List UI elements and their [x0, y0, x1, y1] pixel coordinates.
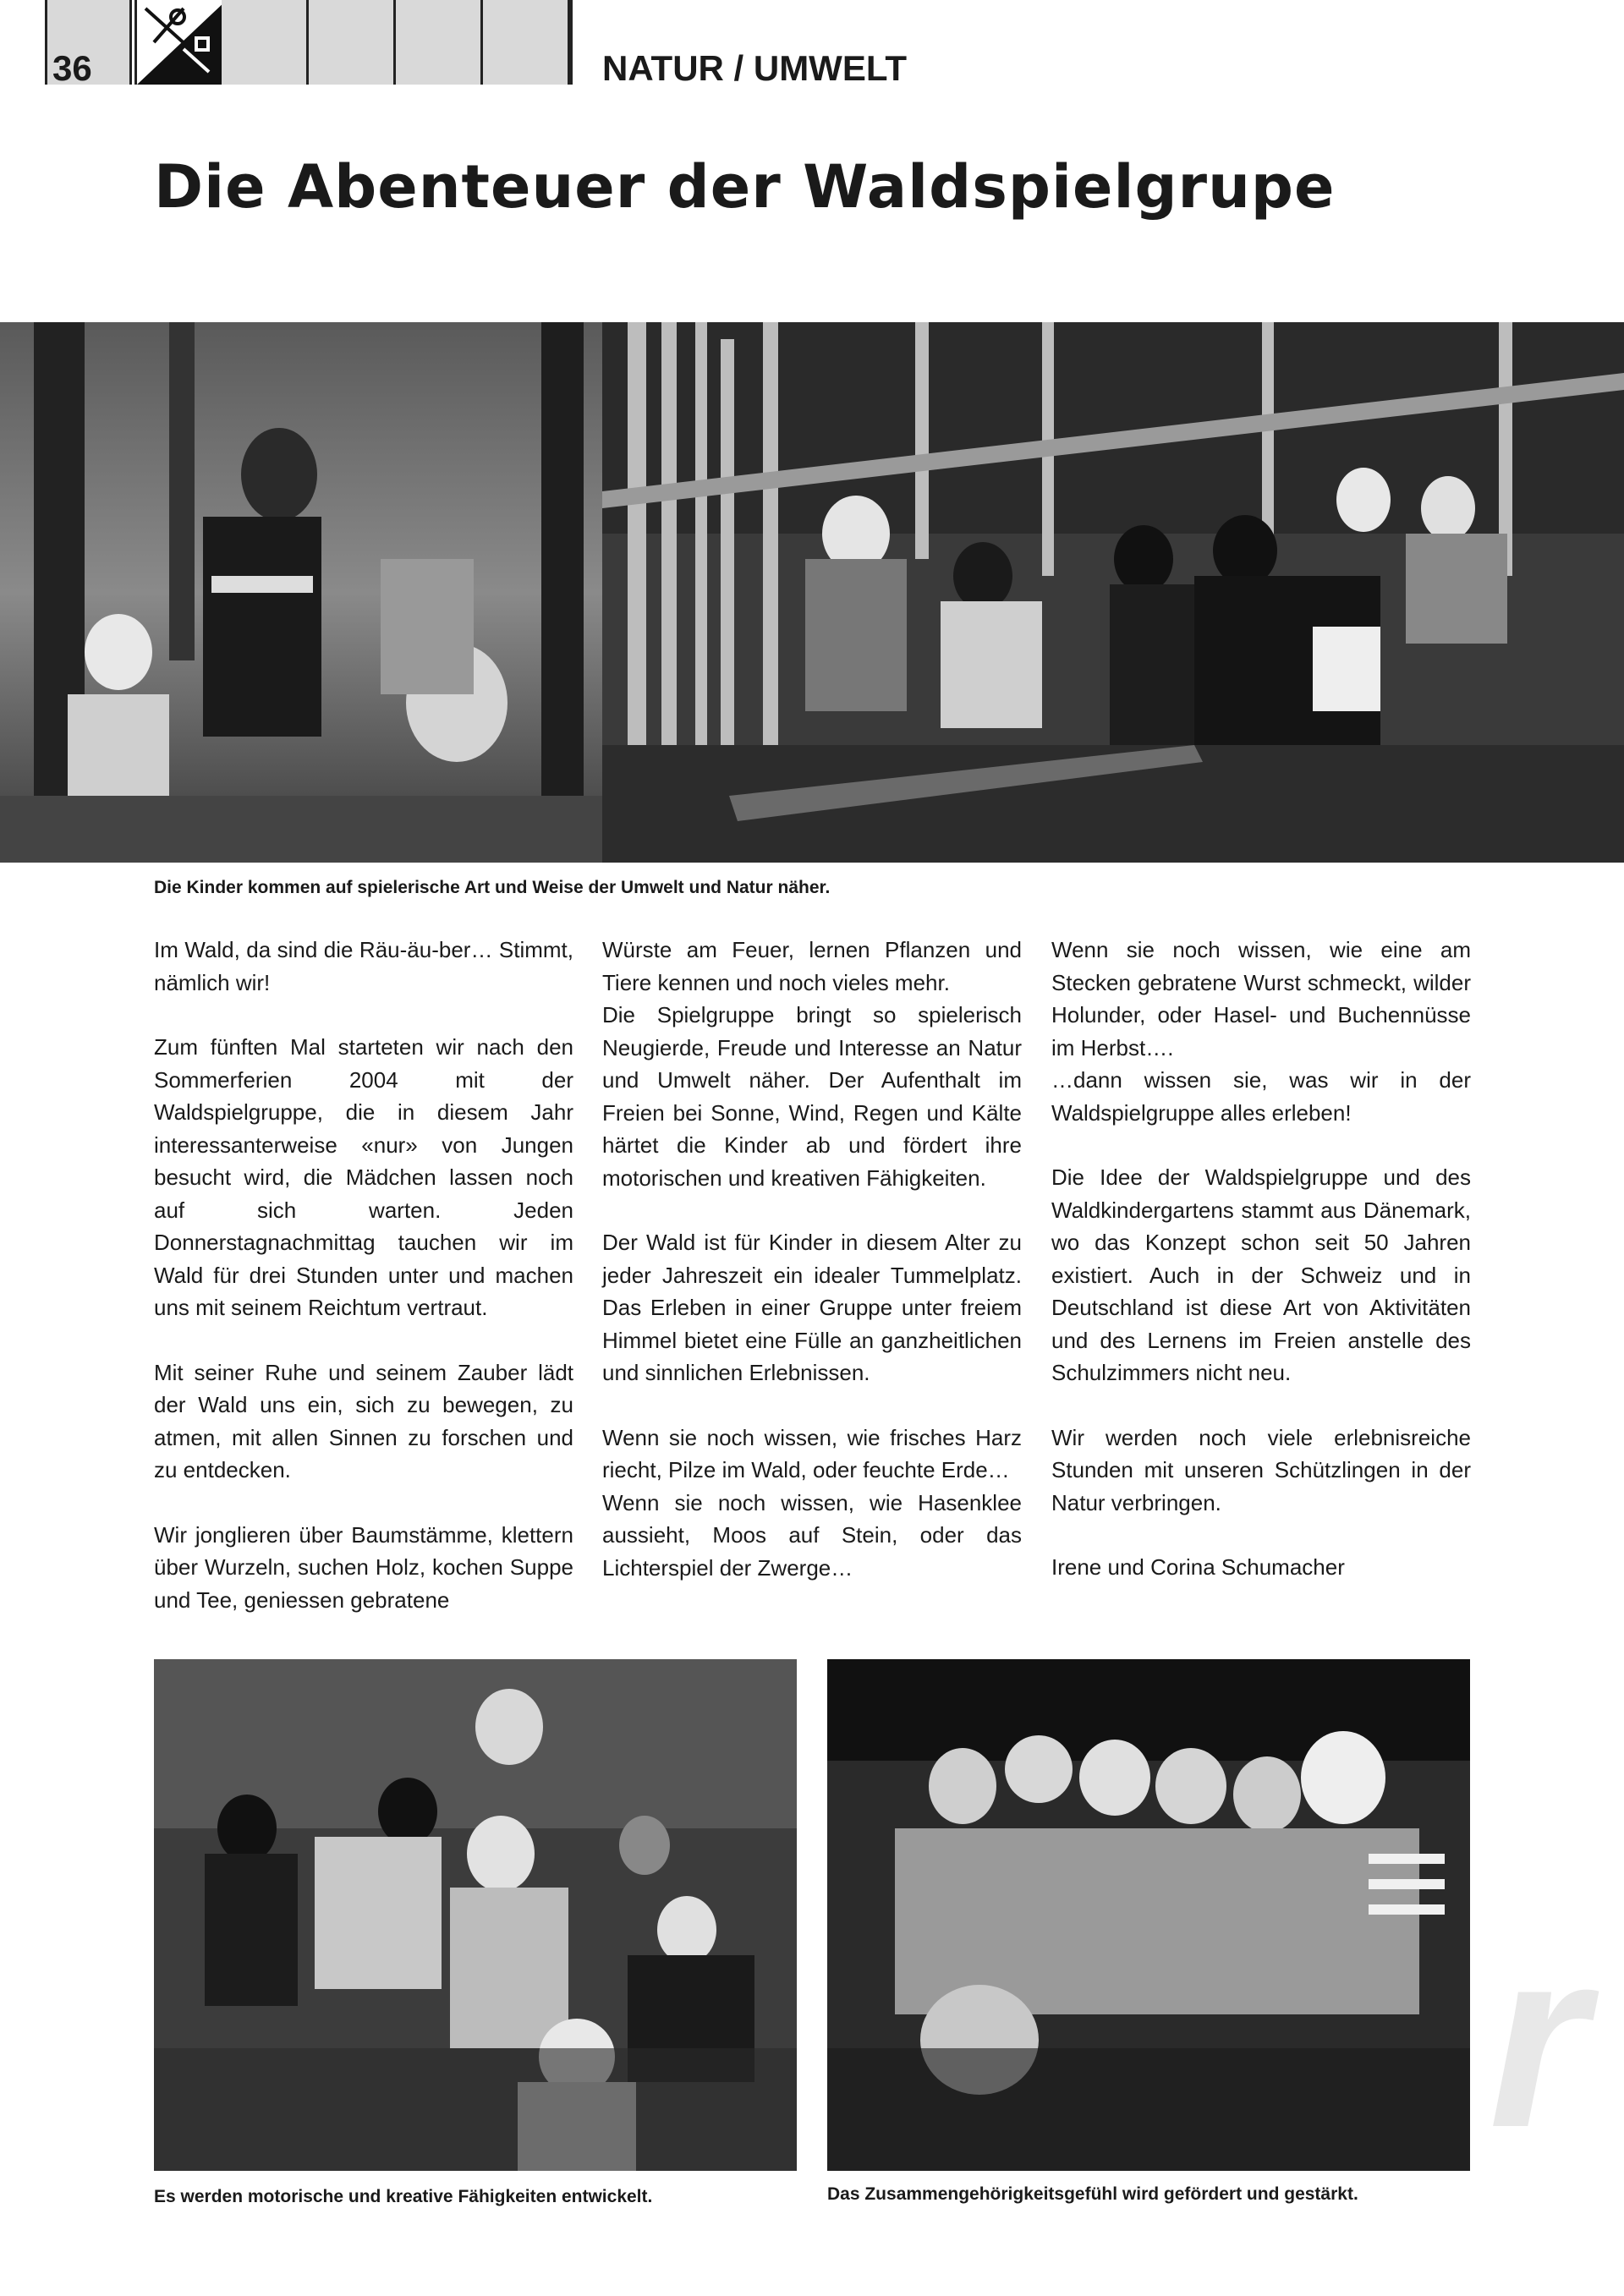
text-column-3	[1051, 934, 1471, 1616]
paragraph: Wenn sie noch wissen, wie eine am Stecken gebratene Wurst schmeckt, wilder Holunder, oder Hasel- und Buchennüsse im Herbst….	[1051, 937, 1471, 1060]
photo-group-sitting	[154, 1659, 797, 2171]
caption-bottom-right: Das Zusammengehörigkeitsgefühl wird gefördert und gestärkt.	[827, 2184, 1358, 2204]
paragraph: …dann wissen sie, was wir in der Waldspielgruppe alles erleben!	[1051, 1067, 1471, 1126]
section-title: NATUR / UMWELT	[602, 48, 908, 88]
paragraph: Wenn sie noch wissen, wie frisches Harz riecht, Pilze im Wald, oder feuchte Erde…	[602, 1424, 1022, 1482]
header-tab	[222, 0, 309, 85]
page-header	[0, 0, 1624, 88]
author-signature: Irene und Corina Schumacher	[1051, 1554, 1345, 1580]
section-badge	[134, 0, 224, 85]
photo-image	[602, 322, 1624, 863]
paragraph: Wenn sie noch wissen, wie Hasenklee aussieht, Moos auf Stein, oder das Lichterspiel der Zwerge…	[602, 1489, 1022, 1581]
photo-fire-circle	[602, 322, 1624, 863]
paragraph: Die Spielgruppe bringt so spielerisch Neugierde, Freude und Interesse an Natur und Umwelt näher. Der Aufenthalt im Freien bei Sonne, Wind, Regen und Kälte härtet die Kinder ab und fördert ihre motorischen und kreativen Fähigkeiten.	[602, 1002, 1022, 1191]
header-tab	[483, 0, 570, 85]
text-column-1	[154, 934, 573, 1616]
paragraph: Der Wald ist für Kinder in diesem Alter zu jeder Jahreszeit ein idealer Tummelplatz. Das Erleben in einer Gruppe unter freiem Himmel bietet eine Fülle an ganzheitlichen und sinnlichen Erlebnissen.	[602, 1230, 1022, 1385]
tools-icon	[137, 0, 227, 85]
photo-group-laughing	[827, 1659, 1470, 2171]
photo-image	[0, 322, 602, 863]
paragraph: Im Wald, da sind die Räu-äu-ber… Stimmt, nämlich wir!	[154, 937, 573, 995]
paragraph: Zum fünften Mal starteten wir nach den Sommerferien 2004 mit der Waldspielgruppe, die in diesem Jahr interessanterweise «nur» von Jungen besucht wird, die Mädchen lassen noch auf sich warten. Jeden Donnerstagnachmittag tauchen wir im Wald für drei Stunden unter und machen uns mit seinem Reichtum vertraut.	[154, 1034, 573, 1320]
paragraph: Mit seiner Ruhe und seinem Zauber lädt der Wald uns ein, sich zu bewegen, zu atmen, mit allen Sinnen zu forschen und zu entdecken.	[154, 1359, 573, 1482]
header-tab	[396, 0, 483, 85]
article-title: Die Abenteuer der Waldspielgrupe	[154, 152, 1336, 222]
paragraph: Wir werden noch viele erlebnisreiche Stunden mit unseren Schützlingen in der Natur verbringen.	[1051, 1424, 1471, 1515]
paragraph: Die Idee der Waldspielgruppe und des Waldkindergartens stammt aus Dänemark, wo das Konzept schon seit 50 Jahren existiert. Auch in der Schweiz und in Deutschland ist diese Art von Aktivitäten und des Lernens im Freien anstelle des Schulzimmers nicht neu.	[1051, 1164, 1471, 1385]
paragraph: Würste am Feuer, lernen Pflanzen und Tiere kennen und noch vieles mehr.	[602, 937, 1022, 995]
watermark: r	[1489, 1896, 1588, 2180]
caption-bottom-left: Es werden motorische und kreative Fähigkeiten entwickelt.	[154, 2187, 653, 2206]
photo-image	[827, 1659, 1470, 2171]
caption-top: Die Kinder kommen auf spielerische Art und Weise der Umwelt und Natur näher.	[154, 878, 831, 897]
page-number: 36	[52, 48, 92, 88]
photo-forest-snack	[0, 322, 602, 863]
photo-image	[154, 1659, 797, 2171]
header-tab	[309, 0, 396, 85]
paragraph: Wir jonglieren über Baumstämme, klettern über Wurzeln, suchen Holz, kochen Suppe und Tee, geniessen gebratene	[154, 1521, 573, 1613]
text-column-2	[602, 934, 1022, 1584]
